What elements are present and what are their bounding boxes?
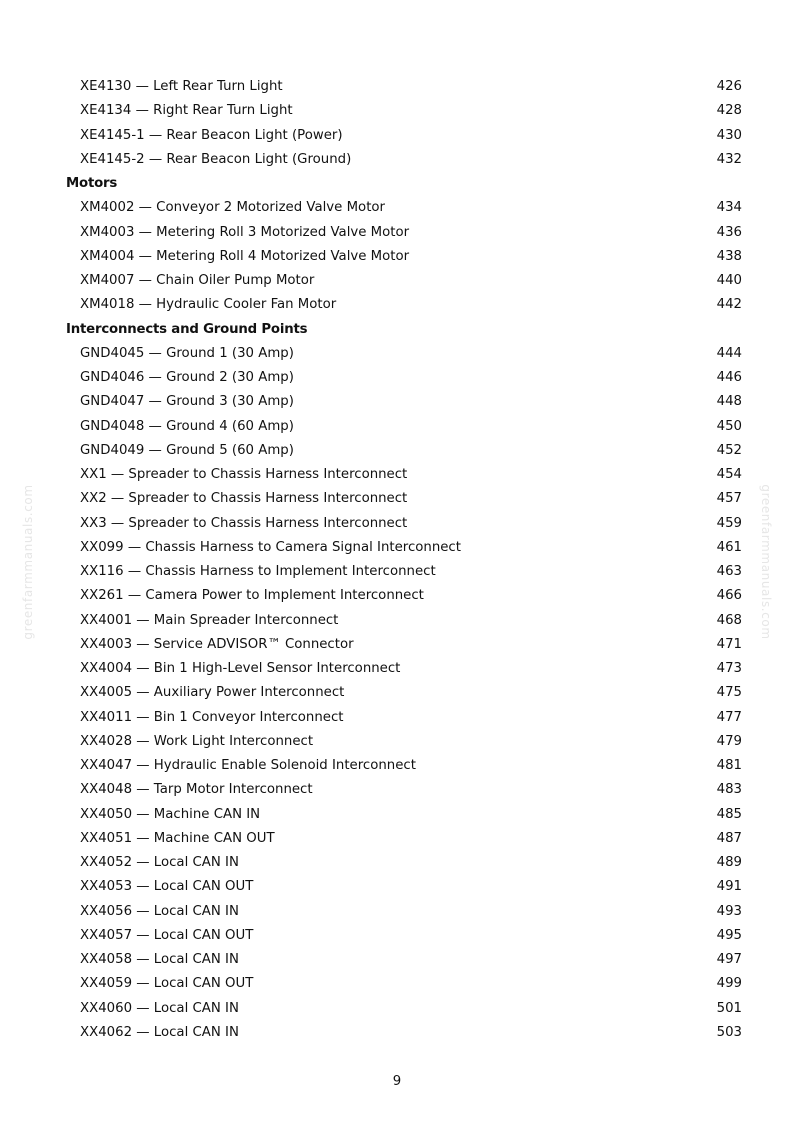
toc-entry[interactable] [0, 924, 794, 948]
toc-entry[interactable] [0, 293, 794, 317]
entry-title: XX3 — Spreader to Chassis Harness Interconnect [80, 515, 408, 531]
toc-entry[interactable] [0, 99, 794, 123]
entry-page-number: 497 [716, 952, 742, 967]
toc-entry[interactable] [0, 487, 794, 511]
entry-title: XX4001 — Main Spreader Interconnect [80, 612, 339, 628]
entry-title: GND4048 — Ground 4 (60 Amp) [80, 418, 294, 434]
entry-title: XM4018 — Hydraulic Cooler Fan Motor [80, 297, 337, 313]
entry-title: GND4049 — Ground 5 (60 Amp) [80, 442, 294, 458]
entry-page-number: 503 [716, 1024, 742, 1040]
toc-entry[interactable] [0, 463, 794, 487]
toc-entry[interactable] [0, 657, 794, 681]
entry-page-number: 483 [716, 782, 742, 798]
entry-page-number: 434 [716, 200, 742, 216]
entry-title: XM4007 — Chain Oiler Pump Motor [80, 273, 315, 288]
toc-entry[interactable] [0, 560, 794, 584]
toc-entry[interactable] [0, 221, 794, 245]
entry-title: XM4004 — Metering Roll 4 Motorized Valve Motor [80, 248, 410, 264]
entry-page-number: 491 [716, 879, 742, 895]
toc-entry[interactable] [0, 366, 794, 390]
toc-entry[interactable] [0, 875, 794, 899]
entry-page-number: 493 [716, 903, 742, 919]
entry-title: XX4005 — Auxiliary Power Interconnect [80, 685, 345, 701]
entry-title: XX099 — Chassis Harness to Camera Signal Interconnect [80, 539, 461, 555]
toc-entry[interactable] [0, 536, 794, 560]
entry-page-number: 461 [716, 539, 742, 555]
toc-section-heading [0, 318, 794, 342]
entry-page-number: 440 [716, 273, 742, 288]
toc-entry[interactable] [0, 681, 794, 705]
entry-page-number: 463 [716, 564, 742, 579]
entry-page-number: 442 [716, 297, 742, 313]
watermark-right: greenfarmmanuals.com [759, 484, 773, 640]
entry-page-number: 448 [716, 394, 742, 410]
entry-title: XX1 — Spreader to Chassis Harness Interconnect [80, 467, 408, 482]
entry-title: XX4048 — Tarp Motor Interconnect [80, 782, 313, 798]
section-title: Motors [66, 176, 118, 191]
entry-title: XM4002 — Conveyor 2 Motorized Valve Motor [80, 200, 386, 216]
entry-page-number: 432 [716, 151, 742, 167]
entry-title: XX4050 — Machine CAN IN [80, 806, 261, 822]
entry-title: XX4057 — Local CAN OUT [80, 927, 254, 943]
toc-entry[interactable] [0, 415, 794, 439]
section-title: Interconnects and Ground Points [66, 321, 308, 337]
entry-page-number: 485 [716, 806, 742, 822]
entry-title: XX4058 — Local CAN IN [80, 952, 239, 967]
entry-page-number: 457 [716, 491, 742, 507]
toc-entry[interactable] [0, 633, 794, 657]
toc-section-heading [0, 172, 794, 196]
entry-title: XX261 — Camera Power to Implement Interconnect [80, 588, 424, 604]
toc-entry[interactable] [0, 778, 794, 802]
entry-page-number: 436 [716, 224, 742, 240]
entry-title: XX2 — Spreader to Chassis Harness Interconnect [80, 491, 408, 507]
entry-title: XX4060 — Local CAN IN [80, 1000, 239, 1016]
entry-title: XE4145-1 — Rear Beacon Light (Power) [80, 127, 343, 143]
entry-page-number: 481 [716, 758, 742, 773]
toc-entry[interactable] [0, 439, 794, 463]
toc-entry[interactable] [0, 997, 794, 1021]
entry-page-number: 475 [716, 685, 742, 701]
toc-entry[interactable] [0, 245, 794, 269]
entry-title: XX4052 — Local CAN IN [80, 855, 239, 870]
toc-entry[interactable] [0, 972, 794, 996]
entry-title: XX4056 — Local CAN IN [80, 903, 239, 919]
toc-entry[interactable] [0, 1021, 794, 1045]
toc-entry[interactable] [0, 609, 794, 633]
entry-page-number: 450 [716, 418, 742, 434]
entry-page-number: 501 [716, 1000, 742, 1016]
watermark-left: greenfarmmanuals.com [21, 484, 35, 640]
toc-entry[interactable] [0, 706, 794, 730]
entry-title: XX4004 — Bin 1 High-Level Sensor Interconnect [80, 661, 401, 676]
entry-page-number: 430 [716, 127, 742, 143]
toc-entry[interactable] [0, 584, 794, 608]
entry-page-number: 438 [716, 248, 742, 264]
entry-title: XX4062 — Local CAN IN [80, 1024, 239, 1040]
entry-title: XE4130 — Left Rear Turn Light [80, 79, 283, 94]
toc-entry[interactable] [0, 124, 794, 148]
entry-title: XX4047 — Hydraulic Enable Solenoid Interconnect [80, 758, 416, 773]
toc-entry[interactable] [0, 730, 794, 754]
entry-page-number: 479 [716, 733, 742, 749]
entry-title: XX4011 — Bin 1 Conveyor Interconnect [80, 709, 344, 725]
toc-entry[interactable] [0, 827, 794, 851]
entry-title: XX4003 — Service ADVISOR™ Connector [80, 636, 354, 652]
entry-title: XX116 — Chassis Harness to Implement Interconnect [80, 564, 436, 579]
toc-entry[interactable] [0, 148, 794, 172]
entry-title: XX4053 — Local CAN OUT [80, 879, 254, 895]
entry-page-number: 487 [716, 830, 742, 846]
entry-page-number: 473 [716, 661, 742, 676]
entry-page-number: 466 [716, 588, 742, 604]
entry-title: XX4059 — Local CAN OUT [80, 976, 254, 992]
entry-page-number: 489 [716, 855, 742, 870]
entry-title: XE4134 — Right Rear Turn Light [80, 103, 293, 119]
page-number: 9 [392, 1074, 402, 1089]
entry-page-number: 444 [716, 345, 742, 361]
toc-entry[interactable] [0, 803, 794, 827]
entry-page-number: 477 [716, 709, 742, 725]
toc-entry[interactable] [0, 342, 794, 366]
entry-page-number: 499 [716, 976, 742, 992]
toc-entry[interactable] [0, 512, 794, 536]
toc-entry[interactable] [0, 75, 794, 99]
table-of-contents [0, 75, 794, 1045]
entry-title: XE4145-2 — Rear Beacon Light (Ground) [80, 151, 352, 167]
entry-title: XX4051 — Machine CAN OUT [80, 830, 275, 846]
toc-entry[interactable] [0, 900, 794, 924]
entry-page-number: 454 [716, 467, 742, 482]
toc-entry[interactable] [0, 948, 794, 972]
entry-page-number: 459 [716, 515, 742, 531]
entry-title: GND4047 — Ground 3 (30 Amp) [80, 394, 294, 410]
toc-entry[interactable] [0, 754, 794, 778]
entry-page-number: 446 [716, 370, 742, 385]
toc-entry[interactable] [0, 851, 794, 875]
entry-page-number: 468 [716, 612, 742, 628]
entry-page-number: 452 [716, 442, 742, 458]
entry-title: GND4046 — Ground 2 (30 Amp) [80, 370, 294, 385]
entry-page-number: 471 [716, 636, 742, 652]
toc-entry[interactable] [0, 390, 794, 414]
toc-entry[interactable] [0, 196, 794, 220]
entry-page-number: 495 [716, 927, 742, 943]
entry-page-number: 426 [716, 79, 742, 94]
entry-title: GND4045 — Ground 1 (30 Amp) [80, 345, 294, 361]
toc-entry[interactable] [0, 269, 794, 293]
entry-title: XX4028 — Work Light Interconnect [80, 733, 314, 749]
entry-page-number: 428 [716, 103, 742, 119]
entry-title: XM4003 — Metering Roll 3 Motorized Valve Motor [80, 224, 410, 240]
